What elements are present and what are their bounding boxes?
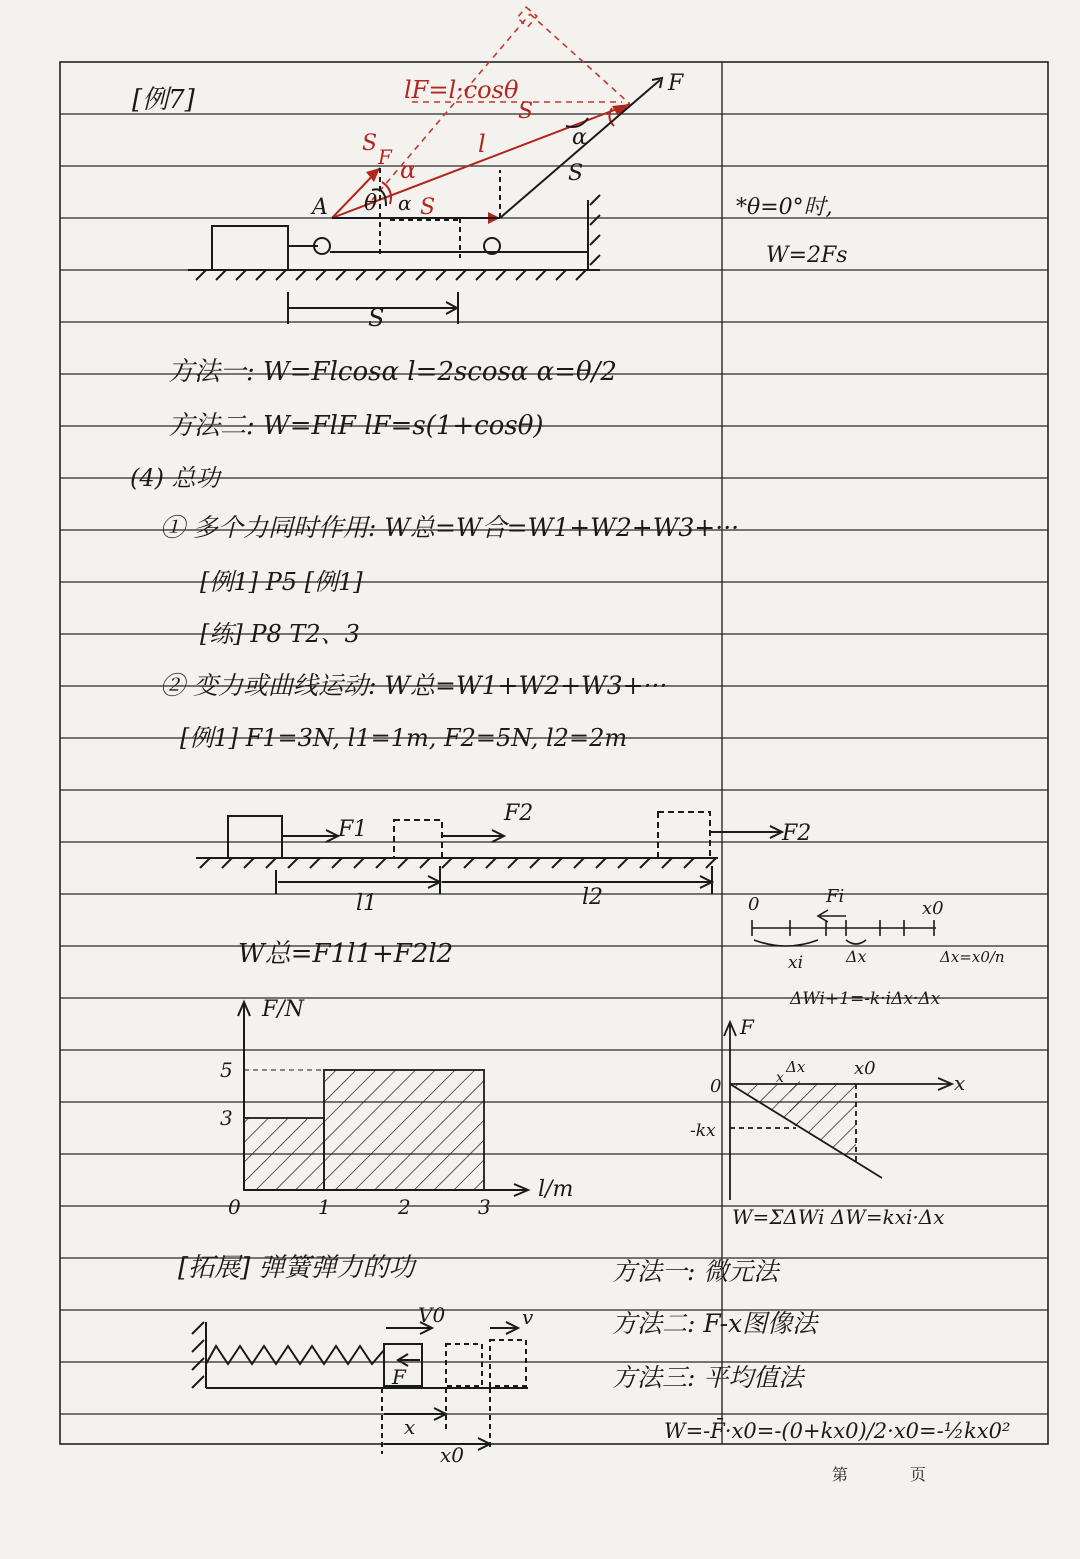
- fx-zero: 0: [710, 1076, 722, 1097]
- spring-f: F: [392, 1365, 406, 1389]
- fx-minus-kx: -kx: [690, 1121, 716, 1141]
- chart-xtick-2: 2: [398, 1195, 411, 1219]
- micro-dx-eq: Δx=x0/n: [940, 948, 1005, 966]
- l1-label: l1: [356, 891, 378, 916]
- fx-f-axis: F: [740, 1015, 754, 1039]
- fx-x-small: x: [776, 1070, 784, 1086]
- footer-ye: 页: [910, 1465, 927, 1484]
- a-label: A: [312, 195, 328, 220]
- chart-xtick-0: 0: [228, 1195, 241, 1219]
- total-work-item1: ① 多个力同时作用: W总=W合=W1+W2+W3+···: [160, 513, 740, 542]
- micro-x0: x0: [922, 898, 944, 919]
- micro-xi: xi: [788, 953, 804, 973]
- theta-label: θ: [364, 191, 378, 216]
- spring-method3: 方法三: 平均值法: [612, 1363, 804, 1392]
- spring-formula: W=-F̄·x0=-(0+kx0)/2·x0=-½kx0²: [664, 1419, 1011, 1443]
- alpha-top-label: α: [572, 125, 587, 150]
- chart-xlabel: l/m: [538, 1177, 574, 1202]
- fx-x0: x0: [854, 1058, 876, 1079]
- spring-heading: [拓展] 弹簧弹力的功: [178, 1253, 415, 1283]
- spring-x: x: [404, 1415, 416, 1439]
- total-work-ex1: [例1] P5 [例1]: [200, 568, 363, 596]
- total-work-item2: ② 变力或曲线运动: W总=W1+W2+W3+···: [160, 671, 668, 700]
- spring-v: v: [522, 1305, 534, 1329]
- total-work-heading: (4) 总功: [130, 464, 220, 492]
- f-arrow-label: F: [668, 71, 684, 96]
- s-right-label: S: [568, 161, 584, 186]
- s-mid-label: S: [420, 195, 436, 220]
- chart-ytick-3: 3: [220, 1106, 233, 1130]
- note-theta-zero: *θ=0°时,: [736, 195, 833, 220]
- chart-ytick-5: 5: [220, 1058, 233, 1082]
- chart-area-0: [244, 1118, 324, 1190]
- f1-label: F1: [338, 817, 368, 842]
- l2-label: l2: [582, 885, 604, 910]
- micro-o: 0: [748, 894, 760, 915]
- chart-xtick-3: 3: [478, 1195, 491, 1219]
- s-bottom-label: S: [368, 304, 385, 332]
- force-distance-chart: [220, 997, 573, 1219]
- micro-fi: Fi: [826, 886, 845, 907]
- fx-dx: Δx: [786, 1058, 806, 1076]
- f-red-label: F: [378, 145, 392, 169]
- spring-method1: 方法一: 微元法: [612, 1257, 779, 1286]
- spring-x0: x0: [440, 1443, 465, 1467]
- alpha-red-label: α: [400, 156, 417, 184]
- s-left-label: S: [362, 131, 378, 156]
- spring-diagram: [192, 1322, 528, 1454]
- footer-di: 第: [832, 1465, 849, 1484]
- chart-area-1: [324, 1070, 484, 1190]
- pulley-diagram: [188, 7, 684, 332]
- total-work-ex3: [例1] F1=3N, l1=1m, F2=5N, l2=2m: [180, 724, 628, 752]
- total-work-ex2: [练] P8 T2、3: [200, 620, 360, 648]
- method-one: 方法一: W=Flcosα l=2scosα α=θ/2: [168, 357, 617, 387]
- micro-dw: ΔWi+1=-k·iΔx·Δx: [790, 989, 941, 1009]
- s-top-label: S: [518, 99, 534, 124]
- method-two: 方法二: W=FlF lF=s(1+cosθ): [168, 411, 544, 441]
- spring-force-graph: [724, 1022, 952, 1200]
- f2-label: F2: [504, 801, 534, 826]
- alpha-low-label: α: [398, 191, 412, 215]
- force-diagram: [196, 812, 782, 894]
- lf-label: lF=l·cosθ: [404, 76, 519, 104]
- w-total-formula: W总=F1l1+F2l2: [238, 939, 454, 969]
- micro-dx: Δx: [846, 947, 867, 966]
- spring-method2: 方法二: F-x图像法: [612, 1309, 818, 1338]
- spring-v0: V0: [418, 1303, 446, 1327]
- example-label: [例7]: [132, 85, 195, 115]
- fx-w-sum: W=ΣΔWi ΔW=kxi·Δx: [732, 1205, 945, 1229]
- f2b-label: F2: [782, 821, 812, 846]
- microelement-diagram: [752, 910, 936, 946]
- note-w-2fs: W=2Fs: [766, 243, 848, 268]
- l-label: l: [478, 130, 486, 158]
- chart-ylabel: F/N: [262, 997, 304, 1022]
- fx-x-axis: x: [954, 1071, 966, 1095]
- chart-xtick-1: 1: [318, 1195, 331, 1219]
